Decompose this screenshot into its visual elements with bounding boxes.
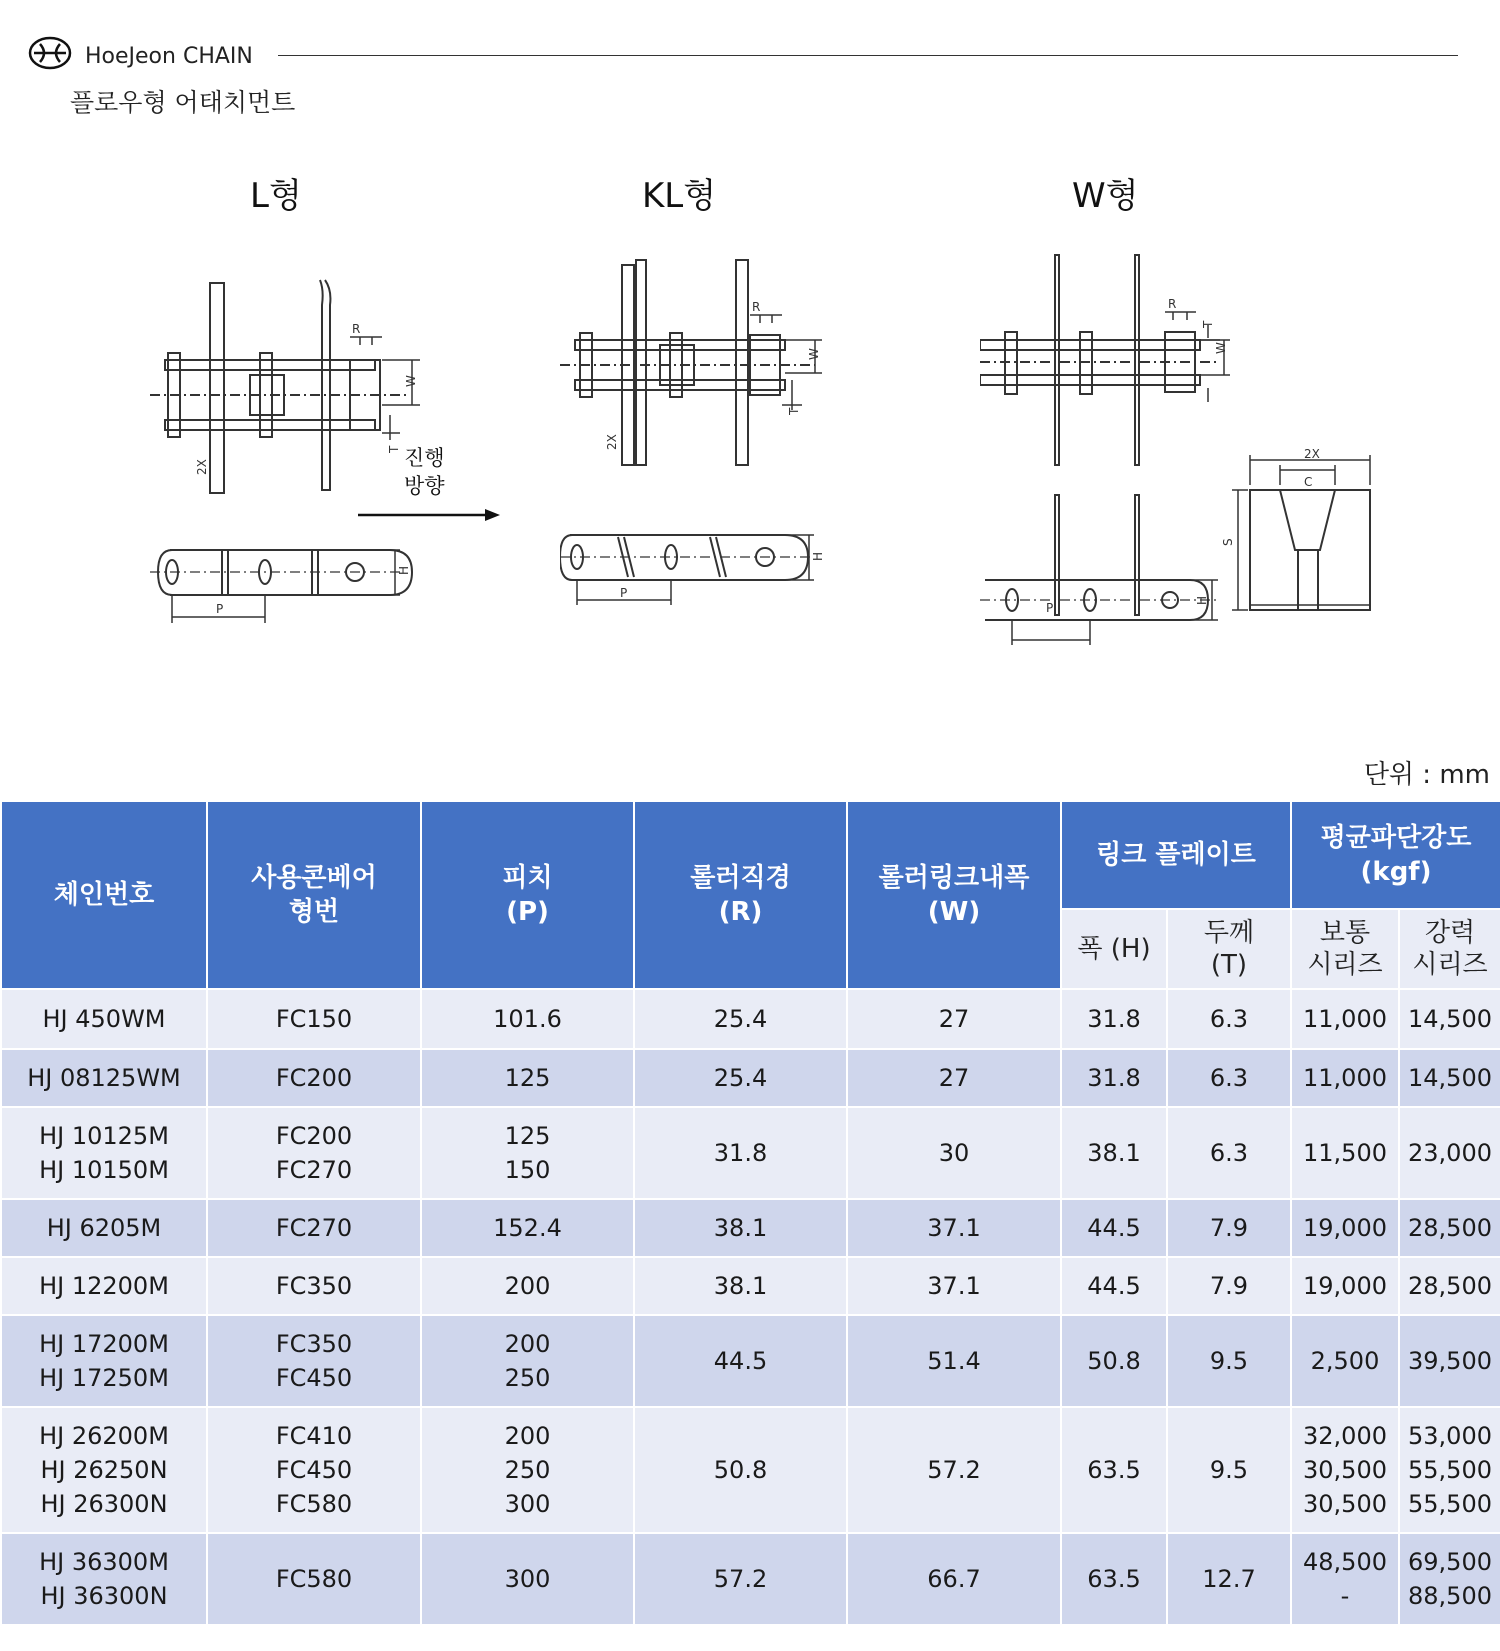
cell-inner-width xyxy=(847,1315,1061,1407)
cell-inner-width xyxy=(847,1533,1061,1625)
cell-strong-series-text: 88,500 xyxy=(1408,1582,1492,1610)
header-thickness-t: 두께 (T) xyxy=(1167,909,1291,989)
cell-strong-series-text: 14,500 xyxy=(1408,1064,1492,1092)
dim-t-label: T xyxy=(787,407,801,415)
cell-pitch xyxy=(421,989,634,1049)
cell-thickness-t-text: 9.5 xyxy=(1209,1456,1249,1484)
cell-width-h xyxy=(1061,1199,1167,1257)
dim-p-label: P xyxy=(216,602,224,616)
cell-width-h-text: 63.5 xyxy=(1087,1565,1141,1593)
cell-roller-diameter xyxy=(634,1315,847,1407)
cell-width-h xyxy=(1061,1049,1167,1107)
cell-strong-series-text: 28,500 xyxy=(1408,1214,1492,1242)
cell-thickness-t xyxy=(1167,1533,1291,1625)
cell-thickness-t-text: 12.7 xyxy=(1202,1565,1256,1593)
cell-pitch-text: 200 xyxy=(504,1272,551,1300)
cell-conveyor xyxy=(207,1533,421,1625)
cell-normal-series-text: 2,500 xyxy=(1310,1347,1380,1375)
cell-strong-series xyxy=(1399,1315,1500,1407)
header-strong-series: 강력 시리즈 xyxy=(1399,909,1500,989)
cell-pitch-text: 152.4 xyxy=(493,1214,562,1242)
cell-roller-diameter xyxy=(634,1049,847,1107)
cell-roller-diameter-text: 25.4 xyxy=(713,1064,768,1092)
cell-normal-series xyxy=(1291,1049,1399,1107)
table-row xyxy=(1,1315,1500,1407)
cell-width-h xyxy=(1061,989,1167,1049)
cell-pitch-text: 150 xyxy=(504,1156,551,1184)
cell-chain-no-text: HJ 17250M xyxy=(39,1364,169,1392)
cell-width-h xyxy=(1061,1107,1167,1199)
cell-chain-no-text: HJ 36300N xyxy=(40,1582,168,1610)
cell-chain-no-text: HJ 10125M xyxy=(39,1122,169,1150)
cell-strong-series-text: 14,500 xyxy=(1408,1005,1492,1033)
cell-inner-width-text: 66.7 xyxy=(927,1565,981,1593)
cell-chain-no xyxy=(1,1199,207,1257)
cell-inner-width xyxy=(847,1107,1061,1199)
cell-inner-width xyxy=(847,1257,1061,1315)
cell-normal-series xyxy=(1291,1407,1399,1533)
cell-inner-width-text: 27 xyxy=(938,1005,970,1033)
cell-inner-width xyxy=(847,989,1061,1049)
cell-normal-series xyxy=(1291,1257,1399,1315)
cell-strong-series xyxy=(1399,989,1500,1049)
cell-thickness-t xyxy=(1167,1315,1291,1407)
dim-2x-label: 2X xyxy=(605,434,619,450)
cell-chain-no xyxy=(1,1049,207,1107)
cell-strong-series xyxy=(1399,1107,1500,1199)
header-divider xyxy=(278,55,1458,56)
cell-strong-series xyxy=(1399,1257,1500,1315)
cell-thickness-t-text: 6.3 xyxy=(1209,1064,1249,1092)
cell-pitch-text: 200 xyxy=(504,1330,551,1358)
header-pitch: 피치 (P) xyxy=(421,801,634,989)
cell-normal-series xyxy=(1291,1315,1399,1407)
cell-conveyor xyxy=(207,1407,421,1533)
cell-conveyor-text: FC450 xyxy=(275,1456,353,1484)
cell-normal-series-text: 11,500 xyxy=(1303,1139,1387,1167)
header-roller-diameter: 롤러직경 (R) xyxy=(634,801,847,989)
cell-pitch-text: 300 xyxy=(504,1565,551,1593)
dim-s-label: S xyxy=(1221,538,1235,546)
cell-conveyor-text: FC580 xyxy=(275,1565,353,1593)
cell-thickness-t xyxy=(1167,989,1291,1049)
dim-w-label: W xyxy=(1214,342,1228,354)
cell-roller-diameter-text: 50.8 xyxy=(713,1456,768,1484)
cell-strong-series-text: 55,500 xyxy=(1408,1456,1492,1484)
cell-roller-diameter-text: 38.1 xyxy=(713,1214,768,1242)
cell-chain-no xyxy=(1,989,207,1049)
cell-width-h-text: 31.8 xyxy=(1087,1005,1141,1033)
dim-r-label: R xyxy=(1168,297,1177,311)
cell-inner-width-text: 37.1 xyxy=(927,1214,981,1242)
table-row xyxy=(1,1533,1500,1625)
cell-inner-width-text: 57.2 xyxy=(927,1456,981,1484)
cell-pitch-text: 101.6 xyxy=(493,1005,562,1033)
cell-chain-no-text: HJ 36300M xyxy=(39,1548,169,1576)
cell-conveyor xyxy=(207,1107,421,1199)
cell-width-h xyxy=(1061,1407,1167,1533)
brand-name: HoeJeon CHAIN xyxy=(85,44,253,69)
cell-chain-no xyxy=(1,1533,207,1625)
cell-chain-no xyxy=(1,1257,207,1315)
cell-roller-diameter-text: 38.1 xyxy=(713,1272,768,1300)
cell-normal-series-text: 19,000 xyxy=(1303,1272,1387,1300)
cell-normal-series-text: 48,500 xyxy=(1303,1548,1387,1576)
cell-normal-series xyxy=(1291,1107,1399,1199)
cell-width-h xyxy=(1061,1533,1167,1625)
cell-chain-no-text: HJ 26200M xyxy=(39,1422,169,1450)
cell-width-h-text: 38.1 xyxy=(1087,1139,1141,1167)
header-chain-no: 체인번호 xyxy=(1,801,207,989)
cell-chain-no-text: HJ 08125WM xyxy=(27,1064,181,1092)
dim-c-label: C xyxy=(1304,475,1313,489)
dim-h-label: H xyxy=(1195,595,1209,605)
type-label-kl: KL형 xyxy=(642,176,717,216)
cell-chain-no xyxy=(1,1315,207,1407)
cell-chain-no-text: HJ 450WM xyxy=(42,1005,166,1033)
cell-roller-diameter-text: 31.8 xyxy=(713,1139,768,1167)
dim-2x-label: 2X xyxy=(195,459,209,475)
cell-normal-series-text: 30,500 xyxy=(1303,1456,1387,1484)
cell-width-h-text: 31.8 xyxy=(1087,1064,1141,1092)
dim-p-label: P xyxy=(620,586,628,600)
spec-table xyxy=(0,800,1500,1626)
cell-chain-no xyxy=(1,1407,207,1533)
cell-roller-diameter xyxy=(634,1257,847,1315)
cell-pitch xyxy=(421,1533,634,1625)
header-width-h: 폭 (H) xyxy=(1061,909,1167,989)
header-link-plate: 링크 플레이트 xyxy=(1061,801,1291,909)
cell-thickness-t xyxy=(1167,1407,1291,1533)
cell-conveyor-text: FC580 xyxy=(275,1490,353,1518)
dim-r-label: R xyxy=(752,300,761,314)
cell-strong-series xyxy=(1399,1407,1500,1533)
cell-thickness-t-text: 6.3 xyxy=(1209,1139,1249,1167)
diagram-w-type xyxy=(980,250,1390,664)
cell-conveyor-text: FC270 xyxy=(275,1156,353,1184)
cell-roller-diameter xyxy=(634,1199,847,1257)
table-row xyxy=(1,1199,1500,1257)
cell-strong-series xyxy=(1399,1049,1500,1107)
cell-pitch xyxy=(421,1049,634,1107)
cell-chain-no-text: HJ 12200M xyxy=(39,1272,169,1300)
cell-pitch-text: 200 xyxy=(504,1422,551,1450)
cell-strong-series-text: 23,000 xyxy=(1408,1139,1492,1167)
cell-strong-series xyxy=(1399,1533,1500,1625)
dim-w-label: W xyxy=(807,348,821,360)
cell-chain-no-text: HJ 17200M xyxy=(39,1330,169,1358)
cell-width-h xyxy=(1061,1315,1167,1407)
table-row xyxy=(1,1407,1500,1533)
cell-conveyor xyxy=(207,1049,421,1107)
cell-strong-series xyxy=(1399,1199,1500,1257)
cell-roller-diameter xyxy=(634,1533,847,1625)
dim-h-label: H xyxy=(397,565,411,575)
cell-pitch xyxy=(421,1257,634,1315)
table-row xyxy=(1,989,1500,1049)
cell-pitch xyxy=(421,1107,634,1199)
cell-roller-diameter-text: 57.2 xyxy=(713,1565,768,1593)
cell-strong-series-text: 69,500 xyxy=(1408,1548,1492,1576)
cell-roller-diameter-text: 25.4 xyxy=(713,1005,768,1033)
cell-normal-series-text: 11,000 xyxy=(1303,1064,1387,1092)
dim-p-label: P xyxy=(1046,601,1054,615)
cell-conveyor xyxy=(207,989,421,1049)
cell-conveyor-text: FC200 xyxy=(275,1122,353,1150)
cell-width-h xyxy=(1061,1257,1167,1315)
cell-roller-diameter xyxy=(634,1407,847,1533)
cell-strong-series-text: 53,000 xyxy=(1408,1422,1492,1450)
cell-pitch xyxy=(421,1407,634,1533)
cell-thickness-t-text: 6.3 xyxy=(1209,1005,1249,1033)
cell-thickness-t-text: 7.9 xyxy=(1209,1272,1249,1300)
cell-inner-width-text: 51.4 xyxy=(927,1347,981,1375)
cell-normal-series xyxy=(1291,1199,1399,1257)
cell-inner-width-text: 30 xyxy=(938,1139,970,1167)
header-normal-series: 보통 시리즈 xyxy=(1291,909,1399,989)
diagram-l-type xyxy=(150,275,520,649)
brand-logo-icon xyxy=(28,36,72,70)
cell-width-h-text: 50.8 xyxy=(1087,1347,1141,1375)
dim-h-label: H xyxy=(811,551,825,561)
cell-pitch xyxy=(421,1199,634,1257)
cell-thickness-t xyxy=(1167,1257,1291,1315)
type-label-l: L형 xyxy=(250,176,302,216)
cell-conveyor xyxy=(207,1315,421,1407)
cell-chain-no-text: HJ 26300N xyxy=(40,1490,168,1518)
cell-roller-diameter xyxy=(634,1107,847,1199)
table-row xyxy=(1,1257,1500,1315)
cell-pitch-text: 300 xyxy=(504,1490,551,1518)
cell-chain-no-text: HJ 26250N xyxy=(40,1456,168,1484)
cell-normal-series-text: 32,000 xyxy=(1303,1422,1387,1450)
dim-t-label: T xyxy=(1201,320,1215,328)
cell-thickness-t-text: 9.5 xyxy=(1209,1347,1249,1375)
cell-roller-diameter xyxy=(634,989,847,1049)
diagram-kl-type xyxy=(560,255,860,639)
direction-text-2: 방향 xyxy=(404,474,445,498)
cell-normal-series-text: 30,500 xyxy=(1303,1490,1387,1518)
cell-normal-series xyxy=(1291,1533,1399,1625)
header-conveyor: 사용콘베어 형번 xyxy=(207,801,421,989)
dim-r-label: R xyxy=(352,322,361,336)
cell-conveyor-text: FC350 xyxy=(275,1272,353,1300)
cell-conveyor-text: FC350 xyxy=(275,1330,353,1358)
dim-w-label: W xyxy=(404,375,418,387)
cell-normal-series xyxy=(1291,989,1399,1049)
cell-chain-no-text: HJ 6205M xyxy=(46,1214,162,1242)
direction-arrow-icon xyxy=(485,509,500,521)
cell-inner-width-text: 27 xyxy=(938,1064,970,1092)
cell-width-h-text: 63.5 xyxy=(1087,1456,1141,1484)
cell-strong-series-text: 55,500 xyxy=(1408,1490,1492,1518)
cell-pitch-text: 125 xyxy=(504,1122,551,1150)
cell-inner-width-text: 37.1 xyxy=(927,1272,981,1300)
cell-chain-no xyxy=(1,1107,207,1199)
cell-conveyor-text: FC200 xyxy=(275,1064,353,1092)
cell-pitch xyxy=(421,1315,634,1407)
cell-width-h-text: 44.5 xyxy=(1087,1214,1141,1242)
table-row xyxy=(1,1107,1500,1199)
dim-t-label: T xyxy=(387,445,401,453)
cell-thickness-t xyxy=(1167,1107,1291,1199)
cell-inner-width xyxy=(847,1199,1061,1257)
cell-pitch-text: 250 xyxy=(504,1364,551,1392)
cell-chain-no-text: HJ 10150M xyxy=(39,1156,169,1184)
cell-strong-series-text: 28,500 xyxy=(1408,1272,1492,1300)
cell-inner-width xyxy=(847,1407,1061,1533)
cell-conveyor xyxy=(207,1199,421,1257)
type-label-w: W형 xyxy=(1072,176,1139,216)
cell-roller-diameter-text: 44.5 xyxy=(713,1347,768,1375)
cell-pitch-text: 125 xyxy=(504,1064,551,1092)
cell-normal-series-text: - xyxy=(1340,1582,1350,1610)
cell-conveyor-text: FC450 xyxy=(275,1364,353,1392)
cell-thickness-t-text: 7.9 xyxy=(1209,1214,1249,1242)
cell-width-h-text: 44.5 xyxy=(1087,1272,1141,1300)
cell-thickness-t xyxy=(1167,1049,1291,1107)
cell-conveyor-text: FC410 xyxy=(275,1422,353,1450)
cell-inner-width xyxy=(847,1049,1061,1107)
table-row xyxy=(1,1049,1500,1107)
cell-conveyor xyxy=(207,1257,421,1315)
header-breaking-strength: 평균파단강도 (kgf) xyxy=(1291,801,1500,909)
header-inner-width: 롤러링크내폭 (W) xyxy=(847,801,1061,989)
cell-normal-series-text: 11,000 xyxy=(1303,1005,1387,1033)
cell-conveyor-text: FC150 xyxy=(275,1005,353,1033)
cell-pitch-text: 250 xyxy=(504,1456,551,1484)
direction-text-1: 진행 xyxy=(404,446,445,470)
cell-normal-series-text: 19,000 xyxy=(1303,1214,1387,1242)
cell-thickness-t xyxy=(1167,1199,1291,1257)
dim-2x-label: 2X xyxy=(1304,447,1320,461)
cell-conveyor-text: FC270 xyxy=(275,1214,353,1242)
unit-label: 단위 : mm xyxy=(1363,760,1490,790)
page-title: 플로우형 어태치먼트 xyxy=(70,88,296,117)
cell-strong-series-text: 39,500 xyxy=(1408,1347,1492,1375)
